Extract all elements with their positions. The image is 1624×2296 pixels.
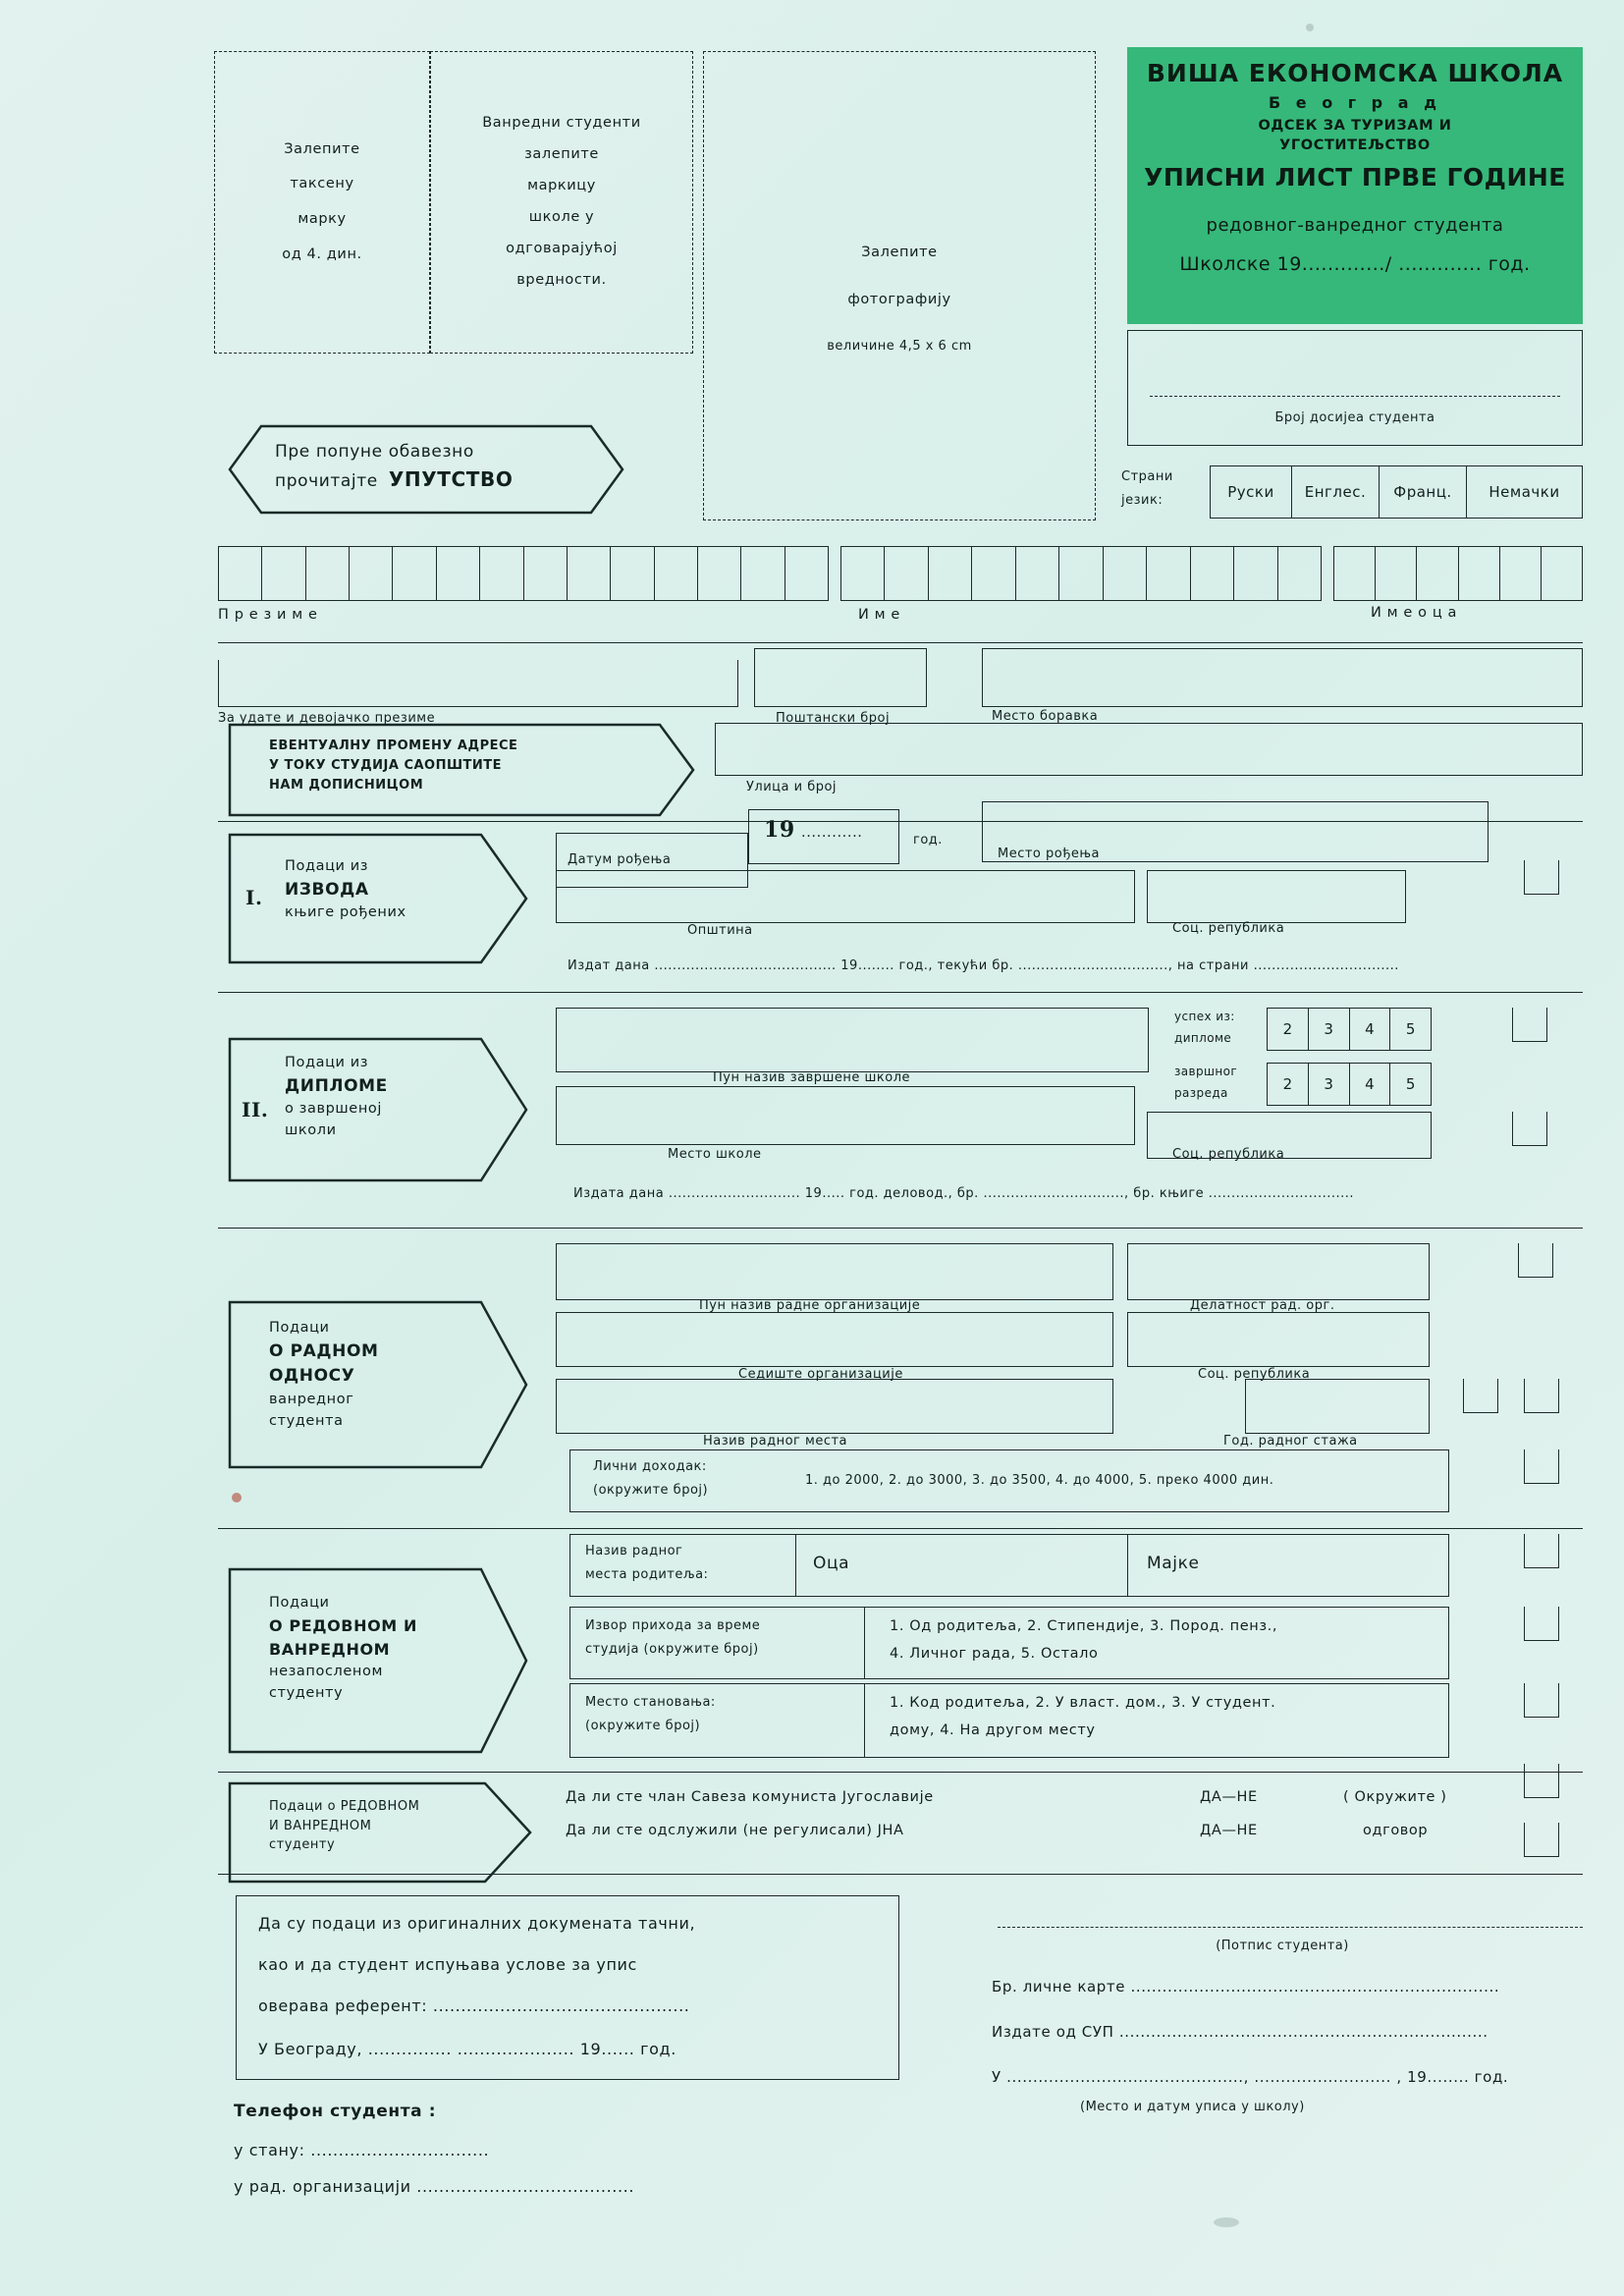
section-2-tick-box-1[interactable]	[1512, 1008, 1547, 1042]
parent-job-father-label: Оца	[813, 1554, 850, 1573]
section-5-question-1: Да ли сте члан Савеза комуниста Југославије	[566, 1789, 934, 1805]
language-option-german[interactable]: Немачки	[1466, 466, 1582, 518]
section-3-tick-box-4[interactable]	[1524, 1449, 1559, 1484]
section-4-title-line-3: ВАНРЕДНОМ	[269, 1639, 391, 1659]
instruction-banner-emphasis: УПУТСТВО	[388, 467, 514, 491]
tax-stamp-line-3: марку	[298, 211, 347, 227]
dossier-number-label: Број досијеа студента	[1274, 410, 1435, 425]
section-1-issued-line[interactable]: Издат дана ........................................ 19........ год., текући бр. ................................., на страни ................................	[568, 958, 1399, 973]
header-school-name: ВИША ЕКОНОМСКА ШКОЛА	[1146, 58, 1564, 87]
section-2-banner	[228, 1037, 528, 1182]
certification-line-1: Да су подаци из оригиналних докумената тачни,	[258, 1914, 696, 1933]
parent-job-row[interactable]	[569, 1534, 1449, 1597]
phone-work-line[interactable]: у рад. организацији .......................................	[234, 2177, 635, 2196]
section-4-banner	[228, 1567, 528, 1754]
work-org-seat-label: Седиште организације	[738, 1367, 903, 1382]
phone-block-title: Телефон студента :	[234, 2102, 437, 2121]
section-3-tick-box-1[interactable]	[1518, 1243, 1553, 1278]
final-grade-3[interactable]: 3	[1308, 1064, 1349, 1105]
photo-box-line-1: Залепите	[861, 245, 938, 260]
issued-by-line[interactable]: Издате од СУП ......................................................................	[992, 2023, 1489, 2041]
photo-box	[703, 51, 1096, 520]
section-5-note-1: ( Окружите )	[1343, 1789, 1447, 1805]
job-title-label: Назив радног места	[703, 1434, 848, 1449]
address-change-line-1: ЕВЕНТУАЛНУ ПРОМЕНУ АДРЕСЕ	[269, 738, 518, 753]
completed-school-field[interactable]	[556, 1008, 1149, 1072]
section-1-title-line-2: ИЗВОДА	[285, 879, 369, 900]
section-4-title-line-5: студенту	[269, 1684, 344, 1701]
certification-line-4[interactable]: У Београду, ............... ..................... 19...... год.	[258, 2040, 677, 2058]
photo-box-line-2: фотографију	[847, 292, 951, 307]
school-stamp-line-3: маркицу	[527, 178, 596, 194]
birth-year-dots[interactable]: ............	[801, 825, 863, 841]
birth-year-prefix: 19	[764, 817, 795, 843]
section-3-title-line-1: Подаци	[269, 1320, 330, 1336]
section-4-title-line-4: незапосленом	[269, 1663, 383, 1679]
section-1-title-line-1: Подаци из	[285, 858, 369, 874]
school-republic-label: Соц. република	[1172, 1147, 1285, 1162]
header-department-line-1: ОДСЕК ЗА ТУРИЗАМ И	[1258, 117, 1452, 134]
paper-speck	[1306, 24, 1314, 31]
tax-stamp-line-2: таксену	[290, 176, 354, 192]
photo-box-line-3: величине 4,5 x 6 cm	[827, 339, 972, 354]
birth-date-label: Датум рођења	[568, 852, 672, 867]
diploma-grade-4[interactable]: 4	[1349, 1009, 1390, 1050]
income-source-label-1: Извор прихода за време	[585, 1618, 761, 1633]
section-2-tick-box-2[interactable]	[1512, 1112, 1547, 1146]
final-grade-5[interactable]: 5	[1389, 1064, 1431, 1105]
section-3-title-line-5: студента	[269, 1412, 344, 1429]
certification-box[interactable]	[236, 1895, 899, 2080]
section-5-banner	[228, 1781, 532, 1884]
header-department-line-2: УГОСТИТЕЉСТВО	[1279, 137, 1431, 153]
job-title-field[interactable]	[556, 1379, 1113, 1434]
instruction-banner-line-1: Пре попуне обавезно	[275, 442, 474, 462]
birth-republic-field[interactable]	[1147, 870, 1406, 923]
school-place-field[interactable]	[556, 1086, 1135, 1145]
surname-label: П р е з и м е	[218, 607, 318, 623]
section-3-title-line-3: ОДНОСУ	[269, 1366, 355, 1387]
diploma-grade-options[interactable]	[1267, 1008, 1432, 1051]
language-option-french[interactable]: Франц.	[1379, 466, 1466, 518]
header-school-year: Школске 19............./ ............. год.	[1179, 253, 1531, 275]
diploma-grade-label-1: успех из:	[1174, 1010, 1235, 1023]
section-1-tick-box[interactable]	[1524, 860, 1559, 895]
certification-line-2: као и да студент испуњава услове за упис	[258, 1955, 637, 1974]
header-form-title: УПИСНИ ЛИСТ ПРВЕ ГОДИНЕ	[1144, 162, 1566, 191]
signature-caption: (Потпис студента)	[1216, 1939, 1349, 1953]
section-5-question-2: Да ли сте одслужили (не регулисали) ЈНА	[566, 1823, 904, 1838]
surname-comb[interactable]	[218, 546, 829, 601]
residence-label: Место боравка	[992, 709, 1099, 724]
section-3-tick-box-3[interactable]	[1524, 1379, 1559, 1413]
work-org-activity-label: Делатност рад. орг.	[1190, 1298, 1335, 1313]
residence-field[interactable]	[982, 648, 1583, 707]
address-change-line-2: У ТОКУ СТУДИЈА САОПШТИТЕ	[269, 758, 503, 774]
housing-label-2: (окружите број)	[585, 1719, 701, 1733]
address-change-line-3: НАМ ДОПИСНИЦОМ	[269, 778, 424, 793]
personal-income-label-1: Лични доходак:	[593, 1459, 707, 1474]
final-grade-2[interactable]: 2	[1282, 1075, 1293, 1093]
section-5-answer-1[interactable]: ДА—НЕ	[1200, 1789, 1258, 1805]
housing-options-line-1[interactable]: 1. Код родитеља, 2. У власт. дом., 3. У студент.	[890, 1695, 1276, 1711]
school-stamp-box	[430, 51, 693, 354]
header-city: Б е о г р а д	[1269, 92, 1441, 112]
final-grade-label-1: завршног	[1174, 1065, 1238, 1078]
phone-home-line[interactable]: у стану: ................................	[234, 2141, 490, 2159]
foreign-language-label-2: језик:	[1121, 493, 1164, 508]
header-student-type: редовног-ванредног студента	[1206, 214, 1504, 236]
personal-income-label-2: (окружите број)	[593, 1483, 709, 1498]
diploma-grade-5[interactable]: 5	[1389, 1009, 1431, 1050]
work-org-activity-field[interactable]	[1127, 1243, 1430, 1300]
section-3-banner	[228, 1300, 528, 1469]
section-2-issued-line[interactable]: Издата дана ............................. 19..... год. деловод., бр. ..............................., бр. књиге ................................	[573, 1186, 1355, 1201]
maiden-name-label: За удате и девојачко презиме	[218, 711, 436, 726]
address-change-banner	[228, 723, 695, 817]
final-grade-label-2: разреда	[1174, 1086, 1228, 1100]
income-source-label-2: студија (окружите број)	[585, 1642, 759, 1657]
birth-republic-label: Соц. република	[1172, 921, 1285, 936]
school-stamp-line-1: Ванредни студенти	[482, 115, 641, 132]
section-4-title-line-1: Подаци	[269, 1595, 330, 1611]
certification-line-3[interactable]: оверава референт: ..............................................	[258, 1996, 690, 2015]
phone-block	[234, 2102, 842, 2196]
work-org-name-label: Пун назив радне организације	[699, 1298, 921, 1313]
tax-stamp-box	[214, 51, 430, 354]
section-1-numeral: I.	[245, 886, 263, 909]
birth-year-field[interactable]	[748, 809, 899, 864]
completed-school-label: Пун назив завршене школе	[713, 1070, 911, 1085]
tax-stamp-line-1: Залепите	[284, 140, 360, 157]
municipality-field[interactable]	[556, 870, 1135, 923]
school-place-label: Место школе	[668, 1147, 762, 1162]
work-republic-label: Соц. република	[1198, 1367, 1311, 1382]
section-2-title-line-1: Подаци из	[285, 1055, 369, 1070]
section-2-title-line-4: школи	[285, 1122, 337, 1138]
instruction-banner	[228, 424, 624, 515]
section-3-title-line-2: О РАДНОМ	[269, 1340, 379, 1361]
school-stamp-line-2: залепите	[524, 146, 599, 163]
work-org-name-field[interactable]	[556, 1243, 1113, 1300]
section-2-title-line-3: о завршеној	[285, 1101, 382, 1118]
birth-year-god-label: год.	[913, 833, 943, 847]
work-republic-field[interactable]	[1127, 1312, 1430, 1367]
section-5-title-line-2: И ВАНРЕДНОМ	[269, 1818, 372, 1833]
street-label: Улица и број	[746, 780, 838, 794]
diploma-grade-label-2: дипломе	[1174, 1031, 1232, 1045]
income-source-options-line-1[interactable]: 1. Од родитеља, 2. Стипендије, 3. Пород. пенз.,	[890, 1618, 1278, 1634]
school-stamp-line-5: одговарајућој	[506, 240, 618, 256]
section-5-title-line-3: студенту	[269, 1837, 336, 1852]
section-5-tick-box-1[interactable]	[1524, 1764, 1559, 1798]
place-date-line[interactable]: У ............................................., .......................... , 19........ год.	[992, 2068, 1509, 2086]
school-header	[1127, 47, 1583, 324]
section-2-title-line-2: ДИПЛОМЕ	[285, 1075, 388, 1096]
housing-options-line-2[interactable]: дому, 4. На другом месту	[890, 1722, 1096, 1738]
personal-income-options[interactable]: 1. до 2000, 2. до 3000, 3. до 3500, 4. до 4000, 5. преко 4000 дин.	[805, 1473, 1274, 1488]
years-service-field[interactable]	[1245, 1379, 1430, 1434]
section-2-numeral: II.	[242, 1098, 269, 1121]
firstname-comb[interactable]	[840, 546, 1322, 601]
postal-code-label: Поштански број	[776, 711, 891, 726]
municipality-label: Општина	[687, 923, 753, 938]
section-5-answer-2[interactable]: ДА—НЕ	[1200, 1823, 1258, 1838]
language-option-russian[interactable]: Руски	[1227, 483, 1274, 501]
paper-smudge-gray	[1214, 2217, 1239, 2227]
section-4-tick-box-2[interactable]	[1524, 1607, 1559, 1641]
parent-job-label-1: Назив радног	[585, 1544, 683, 1558]
maiden-name-field[interactable]	[218, 660, 738, 707]
dossier-number-box[interactable]	[1127, 330, 1583, 446]
section-4-title-line-2: О РЕДОВНОМ И	[269, 1615, 417, 1635]
birth-place-label: Место рођења	[998, 847, 1100, 861]
housing-label-1: Место становања:	[585, 1695, 716, 1710]
final-grade-4[interactable]: 4	[1349, 1064, 1390, 1105]
foreign-language-options[interactable]	[1210, 465, 1583, 519]
paper-smudge-red	[232, 1493, 242, 1503]
school-stamp-line-6: вредности.	[516, 271, 607, 288]
language-option-english[interactable]: Енглес.	[1291, 466, 1379, 518]
diploma-grade-2[interactable]: 2	[1282, 1020, 1293, 1038]
income-source-options-line-2[interactable]: 4. Личног рада, 5. Остало	[890, 1646, 1099, 1662]
section-5-title-line-1: Подаци о РЕДОВНОМ	[269, 1799, 420, 1814]
work-org-seat-field[interactable]	[556, 1312, 1113, 1367]
final-grade-options[interactable]	[1267, 1063, 1432, 1106]
place-date-caption: (Место и датум уписа у школу)	[1080, 2100, 1305, 2114]
section-3-title-line-4: ванредног	[269, 1391, 354, 1407]
postal-code-field[interactable]	[754, 648, 927, 707]
diploma-grade-3[interactable]: 3	[1308, 1009, 1349, 1050]
section-1-banner	[228, 833, 528, 964]
section-4-tick-box-3[interactable]	[1524, 1683, 1559, 1718]
fathername-comb[interactable]	[1333, 546, 1583, 601]
fathername-label: И м е о ц а	[1371, 605, 1457, 621]
firstname-label: И м е	[858, 607, 900, 623]
instruction-banner-line-2: прочитајте	[275, 471, 378, 491]
foreign-language-label-1: Страни	[1121, 469, 1173, 484]
years-service-label: Год. радног стажа	[1223, 1434, 1358, 1449]
section-4-tick-box-1[interactable]	[1524, 1534, 1559, 1568]
parent-job-label-2: места родитеља:	[585, 1567, 709, 1582]
parent-job-mother-label: Мајке	[1147, 1554, 1200, 1573]
id-number-line[interactable]: Бр. личне карте ......................................................................	[992, 1978, 1500, 1995]
section-5-note-2: одговор	[1363, 1823, 1429, 1838]
tax-stamp-line-4: од 4. дин.	[282, 246, 362, 262]
street-field[interactable]	[715, 723, 1583, 776]
school-stamp-line-4: школе у	[528, 209, 595, 225]
section-5-tick-box-2[interactable]	[1524, 1823, 1559, 1857]
section-3-tick-box-2[interactable]	[1463, 1379, 1498, 1413]
section-1-title-line-3: књиге рођених	[285, 904, 406, 921]
